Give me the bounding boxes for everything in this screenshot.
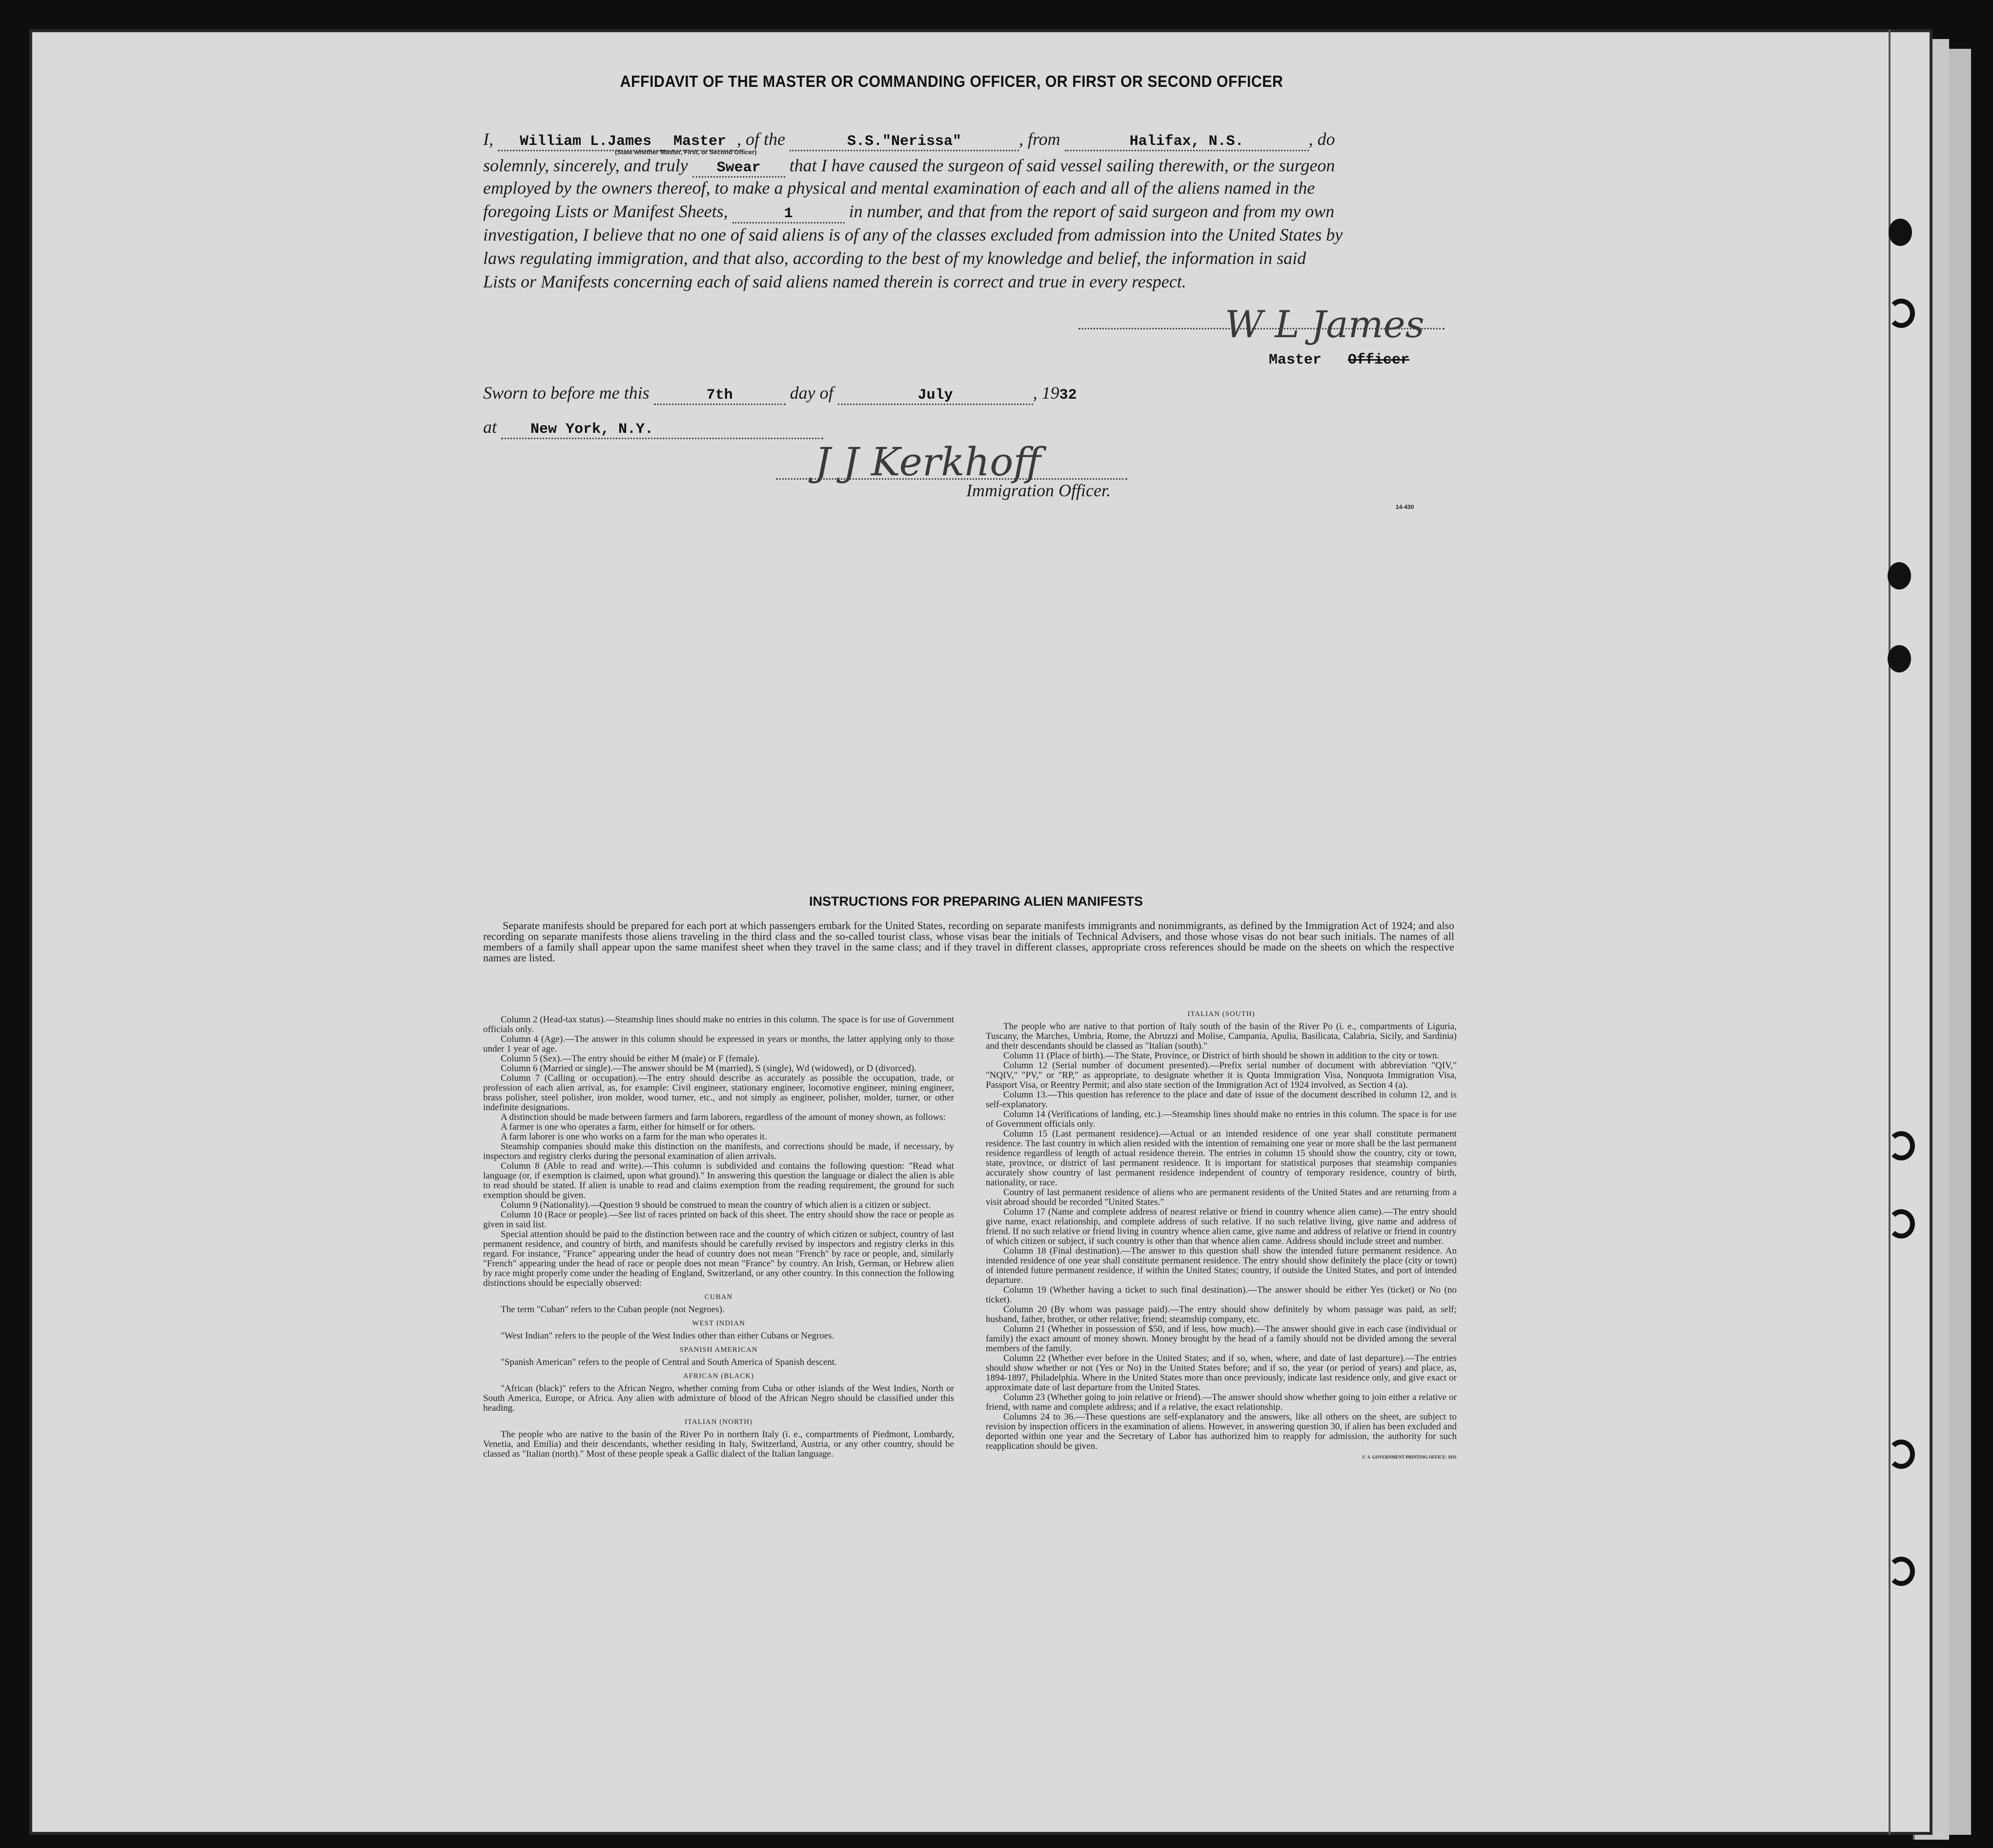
instructions-title: INSTRUCTIONS FOR PREPARING ALIEN MANIFESTS: [809, 894, 1143, 909]
affidavit-line-6: laws regulating immigration, and that also, according to the best of my knowledge and belief, the information in said: [483, 248, 1306, 268]
binder-hole-icon: [1888, 1209, 1915, 1239]
instruction-paragraph: Country of last permanent residence of aliens who are permanent residents of the United States and are returning from a visit abroad should be recorded "United States.": [986, 1187, 1457, 1207]
instruction-paragraph: Column 13.—This question has reference to the place and date of issue of the document described in column 12, and is self-explanatory.: [986, 1090, 1457, 1110]
sheet-count: 1: [784, 205, 793, 222]
cuban-heading: CUBAN: [704, 1293, 733, 1301]
signer-title: Master: [1269, 352, 1322, 368]
instruction-paragraph: Column 18 (Final destination).—The answer to this question shall show the intended future permanent residence. An intended residence of one year shall constitute permanent residence. The entry should show definitely the place (city or town) of intended future permanent residence, if within the United States; country, if outside the United States, and port of intended departure.: [986, 1246, 1457, 1285]
rank-value: Master: [673, 133, 727, 150]
sworn-place-row: at New York, N.Y.: [483, 417, 823, 439]
officer-signature: J J Kerkhoff: [815, 439, 1041, 485]
instruction-paragraph: Column 21 (Whether in possession of $50, and if less, how much).—The answer should give in each case (individual or family) the exact amount of money shown. Money brought by the head of a family should not be divided among the several members of the family.: [986, 1324, 1457, 1354]
instruction-paragraph: Column 14 (Verifications of landing, etc.).—Steamship lines should make no entries in this column. The space is for use of Government officials only.: [986, 1109, 1457, 1129]
instruction-paragraph: Steamship companies should make this distinction on the manifests, and corrections should be made, if necessary, by inspectors and registry clerks during the personal examination of alien arrivals.: [483, 1141, 954, 1161]
text-do: , do: [1308, 129, 1335, 149]
sworn-day: 7th: [706, 387, 733, 404]
instruction-paragraph: A distinction should be made between farmers and farm laborers, regardless of the amount of money shown, as follows:: [501, 1112, 946, 1122]
cuban-text: The term "Cuban" refers to the Cuban people (not Negroes).: [501, 1304, 725, 1315]
instruction-paragraph: Column 5 (Sex).—The entry should be either M (male) or F (female).: [501, 1054, 760, 1064]
spanish-american-heading: SPANISH AMERICAN: [679, 1346, 758, 1354]
instruction-paragraph: Column 2 (Head-tax status).—Steamship lines should make no entries in this column. The space is for use of Government officials only.: [483, 1015, 954, 1035]
instructions-left-column: [483, 1015, 954, 1459]
instruction-paragraph: Column 8 (Able to read and write).—This column is subdivided and contains the following question: "Read what language (or, if exemption is claimed, upon what ground)." In answering this question the language or dialect the alien is able to read should be stated. If alien is unable to read and claims exemption from the reading requirement, the ground for such exemption should be given.: [483, 1161, 954, 1200]
affidavit-line-5: investigation, I believe that no one of said aliens is of any of the classes excluded from admission into the United States by: [483, 225, 1343, 244]
instruction-paragraph: Column 7 (Calling or occupation).—The entry should describe as accurately as possible the occupation, trade, or profession of each alien arrival, as, for example: Civil engineer, stationary engineer, locomotive engineer, mining engineer, brass polisher, steel polisher, iron molder, wood turner, etc., and not simply as engineer, polisher, molder, turner, or other indefinite designations.: [483, 1073, 954, 1113]
sworn-year: 32: [1059, 387, 1077, 404]
instruction-paragraph: Column 19 (Whether having a ticket to such final destination).—The answer should be either Yes (ticket) or No (no ticket).: [986, 1285, 1457, 1305]
instruction-paragraph: The people who are native to that portion of Italy south of the basin of the River Po (i. e., compartments of Liguria, Tuscany, the Marches, Umbria, Rome, the Abruzzi and Molise, Campania, Apulia, Basilicata, Calabria, Sicily, and Sardinia) and their descendants should be classed as "Italian (south).": [986, 1021, 1457, 1051]
west-indian-text: "West Indian" refers to the people of the West Indies other than either Cubans or Negroes.: [501, 1331, 834, 1341]
signer-title-row: [1269, 347, 1409, 368]
signature-line: [1078, 328, 1444, 329]
spanish-american-text: "Spanish American" refers to the people of Central and South America of Spanish descent.: [501, 1357, 837, 1367]
form-number: 14-430: [1396, 504, 1414, 510]
instruction-paragraph: Column 11 (Place of birth).—The State, Province, or District of birth should be shown in addition to the city or town.: [1003, 1051, 1440, 1061]
master-signature: W L James: [1225, 303, 1424, 346]
sworn-month: July: [917, 387, 953, 404]
binder-hole-icon: [1889, 219, 1912, 246]
binder-hole-icon: [1888, 1131, 1915, 1160]
instruction-paragraph: Column 20 (By whom was passage paid).—The entry should show definitely by whom passage was paid, as self; husband, father, brother, or other relative; friend; steamship company, etc.: [986, 1304, 1457, 1324]
affidavit-line-4: foregoing Lists or Manifest Sheets, 1 in number, and that from the report of said surgeon and from my own: [483, 201, 1334, 223]
instruction-paragraph: Column 12 (Serial number of document presented).—Prefix serial number of document with abbreviation "QIV," "NQIV," "PV," or "RP," as appropriate, to designate whether it is Quota Immigration Visa, Nonquota Immigration Visa, Passport Visa, or Reentry Permit; and also state section of the Immigration Act of 1924 involved, as Section 4 (a).: [986, 1060, 1457, 1090]
african-heading: AFRICAN (BLACK): [683, 1372, 754, 1380]
text-i: I,: [483, 129, 493, 149]
master-name: William L.James: [519, 133, 652, 150]
instructions-intro: Separate manifests should be prepared for each port at which passengers embark for the United States, recording on separate manifests immigrants and nonimmigrants, as defined by the Immigration Act of 1924; and also recording on separate manifests those aliens traveling in the third class and the so-called tourist class, whose visas bear the initials of Technical Advisers, and those whose visas do not bear such initials. The names of all members of a family shall appear upon the same manifest sheet when they travel in the same class; and if they travel in different classes, appropriate cross references should be made on the sheets on which the respective names are listed.: [483, 919, 1454, 964]
instruction-paragraph: Column 22 (Whether ever before in the United States; and if so, when, where, and date of last departure).—The entries should show whether or not (Yes or No) in the United States before; and if so, the year (or period of years) and place, as, 1894-1897, Philadelphia. Where in the United States more than once previously, indicate last residence only, and give exact or approximate date of last departure from the United States.: [986, 1353, 1457, 1393]
text-of-the: , of the: [737, 129, 785, 149]
italian-north-heading: ITALIAN (NORTH): [684, 1418, 753, 1426]
instruction-paragraph: Columns 24 to 36.—These questions are self-explanatory and the answers, like all others on the sheet, are subject to revision by inspection officers in the examination of aliens. However, in answering question 30, if alien has been excluded and deported within one year and the Secretary of Labor has authorized him to reapply for admission, the authority for such reapplication should be given.: [986, 1412, 1457, 1451]
italian-north-text: The people who are native to the basin of the River Po in northern Italy (i. e., compartments of Piedmont, Lombardy, Venetia, and Emilia) and their descendants, whether residing in Italy, Switzerland, Austria, or any other country, should be classed as "Italian (north)." Most of these people speak a Gallic dialect of the Italian language.: [483, 1429, 954, 1459]
affidavit-line-2: solemnly, sincerely, and truly Swear that I have caused the surgeon of said vessel sailing therewith, or the surgeon: [483, 155, 1335, 178]
african-text: "African (black)" refers to the African Negro, whether coming from Cuba or other islands of the West Indies, North or South America, Europe, or Africa. Any alien with admixture of blood of the African Negro should be classified under this heading.: [483, 1383, 954, 1413]
officer-title: Immigration Officer.: [966, 481, 1111, 500]
binder-hole-icon: [1888, 1440, 1915, 1469]
binder-hole-icon: [1888, 299, 1915, 328]
departure-port: Halifax, N.S.: [1129, 133, 1244, 150]
binder-hole-icon: [1888, 1557, 1915, 1586]
binder-hole-icon: [1888, 562, 1911, 589]
rank-note: (State whether Master, First, or Second Officer): [615, 148, 757, 156]
instruction-paragraph: Column 4 (Age).—The answer in this column should be expressed in years or months, the latter applying only to those under 1 year of age.: [483, 1034, 954, 1054]
vessel-name: S.S."Nerissa": [847, 133, 961, 150]
west-indian-heading: WEST INDIAN: [692, 1320, 745, 1327]
affidavit-line-1: [483, 129, 1335, 151]
affidavit-line-3: employed by the owners thereof, to make a physical and mental examination of each and all of the aliens named in the: [483, 178, 1315, 198]
text-from: , from: [1018, 129, 1060, 149]
affidavit-title: AFFIDAVIT OF THE MASTER OR COMMANDING OFFICER, OR FIRST OR SECOND OFFICER: [620, 72, 1283, 90]
instruction-paragraph: Column 23 (Whether going to join relative or friend).—The answer should show whether going to join either a relative or friend, with name and complete address; and if a relative, the exact relationship.: [986, 1392, 1457, 1412]
sworn-place: New York, N.Y.: [530, 421, 654, 438]
instruction-paragraph: Column 17 (Name and complete address of nearest relative or friend in country whence alien came).—The entry should give name, exact relationship, and complete address of such relative. If no such relative living, give name and address of friend. If no such relative or friend living in country whence alien came, give name and address of relative or friend in country of which citizen or subject, if such country is other than that whence alien came. Address should include street and number.: [986, 1207, 1457, 1246]
instruction-paragraph: Special attention should be paid to the distinction between race and the country of which citizen or subject, country of last permanent residence, and country of birth, and manifests should be carefully revised by inspectors and registry clerks in this regard. For instance, "France" appearing under the head of country does not mean "French" by race or people, and, similarly "French" appearing under the head of race or people does not mean "France" by country. An Irish, German, or Hebrew alien by race might properly come under the heading of England, Switzerland, or any other country. In this connection the following distinctions should be especially observed:: [483, 1229, 954, 1288]
instruction-paragraph: A farmer is one who operates a farm, either for himself or for others.: [501, 1122, 755, 1132]
struck-title: Officer: [1348, 352, 1410, 368]
instructions-right-column: [986, 1005, 1457, 1462]
instruction-paragraph: Column 15 (Last permanent residence).—Actual or an intended residence of one year shall constitute permanent residence. The last country in which alien resided with the intention of remaining one year or more shall be the last permanent residence regardless of length of actual residence therein. The entries in column 15 should show the country, city or town, state, province, or district of last permanent residence. It is important for statistical purposes that steamship companies accurately show country of last permanent residence independent of country of temporary residence, country of birth, nationality, or race.: [986, 1129, 1457, 1188]
instruction-paragraph: Column 6 (Married or single).—The answer should be M (married), S (single), Wd (widowed), or D (divorced).: [501, 1063, 916, 1074]
instruction-paragraph: Column 10 (Race or people).—See list of races printed on back of this sheet. The entry should show the race or people as given in said list.: [483, 1210, 954, 1230]
instruction-paragraph: Column 9 (Nationality).—Question 9 should be construed to mean the country of which alien is a citizen or subject.: [501, 1200, 931, 1210]
instruction-paragraph: A farm laborer is one who works on a farm for the man who operates it.: [501, 1132, 767, 1142]
sworn-row: Sworn to before me this 7th day of July , 1932: [483, 383, 1077, 405]
oath-value: Swear: [716, 160, 761, 176]
printer-note: U. S. GOVERNMENT PRINTING OFFICE: 1931: [1362, 1455, 1457, 1460]
italian-south-heading: ITALIAN (SOUTH): [1187, 1010, 1255, 1018]
affidavit-line-7: Lists or Manifests concerning each of said aliens named therein is correct and true in every respect.: [483, 272, 1186, 291]
officer-signature-line: [776, 478, 1127, 480]
binder-hole-icon: [1888, 645, 1911, 672]
